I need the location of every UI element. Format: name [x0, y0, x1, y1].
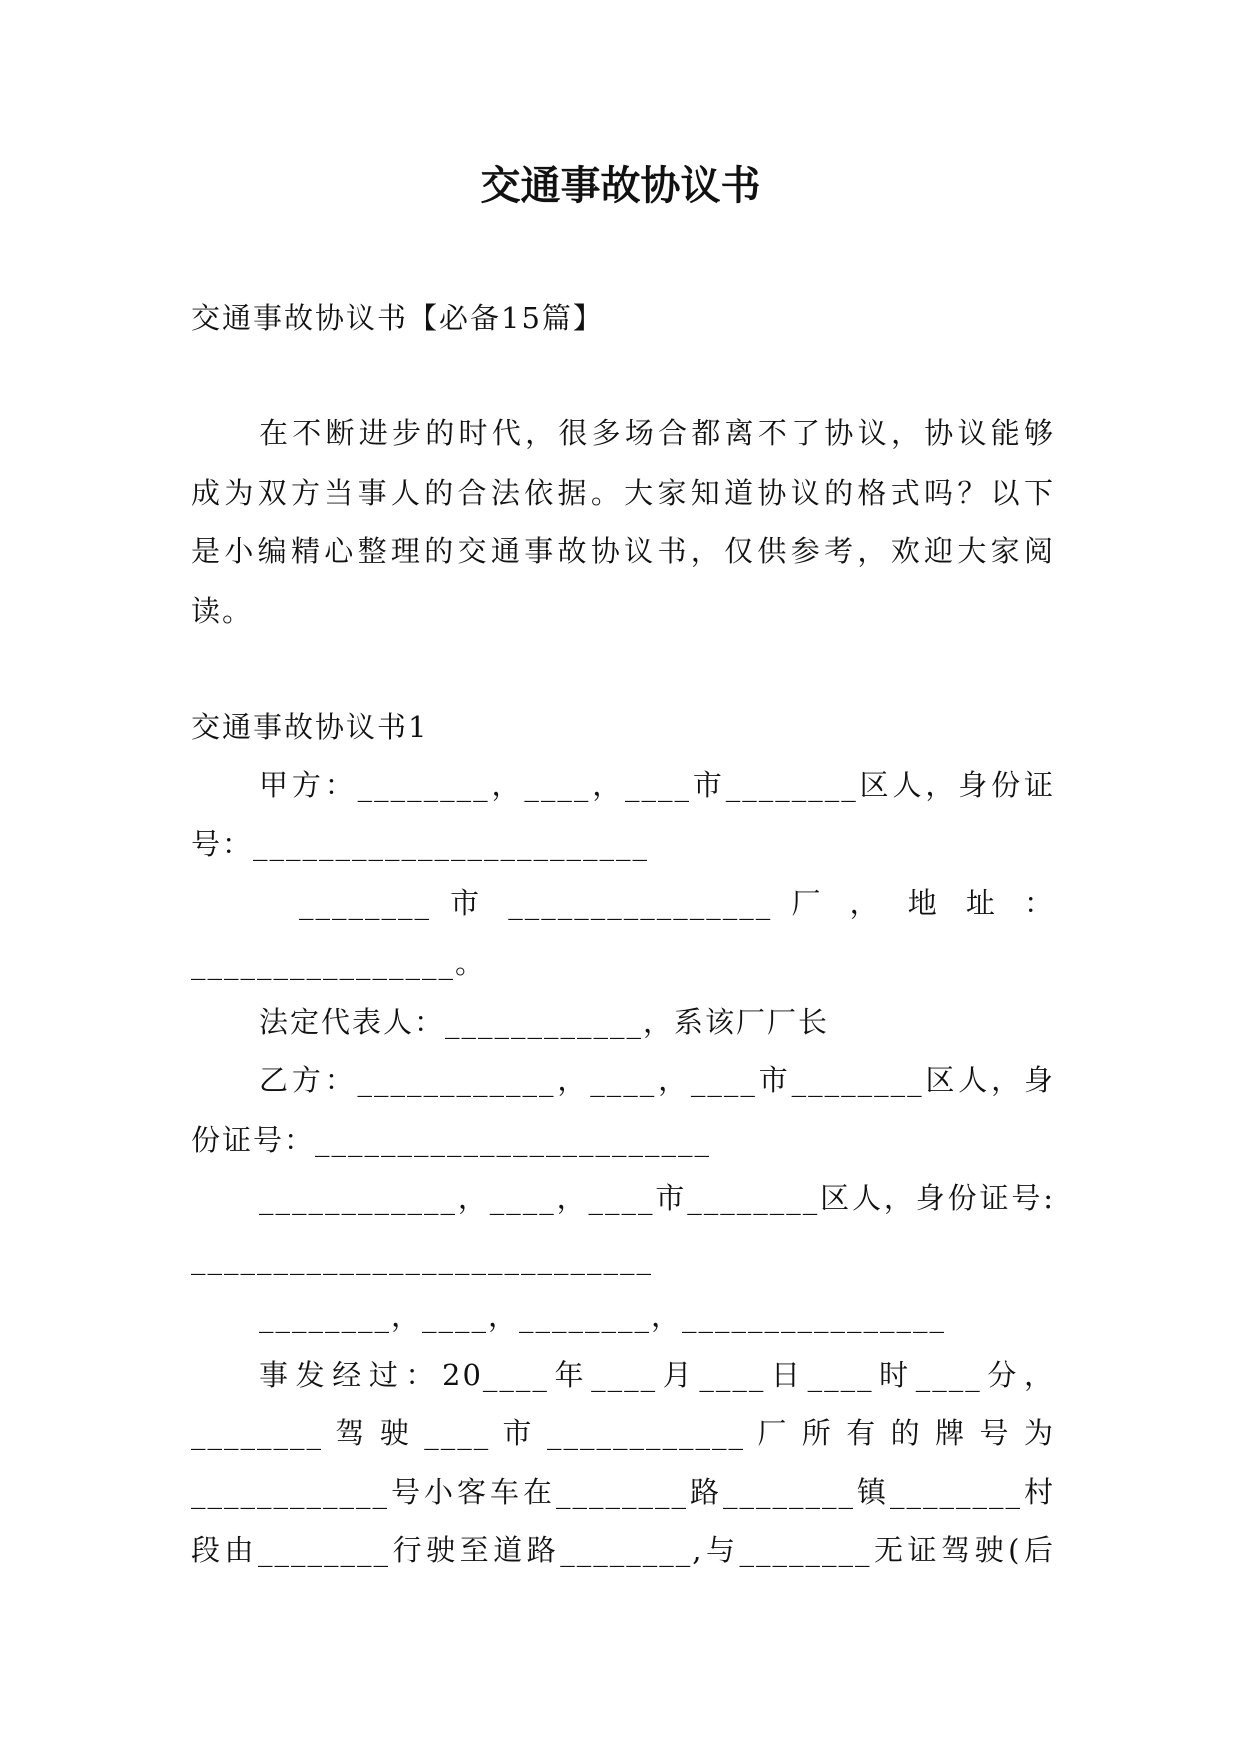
form-line: 号：________________________	[191, 827, 650, 861]
form-line: ________，____，________，________________	[259, 1299, 947, 1333]
form-line: 甲方：________，____，____市________区人，身份证	[259, 768, 1055, 802]
intro-line: 是小编精心整理的交通事故协议书，仅供参考，欢迎大家阅	[191, 534, 1055, 568]
form-line: ____________，____，____市________区人，身份证号:	[259, 1181, 1055, 1215]
document-subtitle: 交通事故协议书【必备15篇】	[191, 301, 604, 335]
section-heading: 交通事故协议书1	[191, 710, 429, 744]
form-line: 段由________行驶至道路________,与________无证驾驶(后	[191, 1533, 1055, 1567]
intro-line: 成为双方当事人的合法依据。大家知道协议的格式吗？以下	[191, 476, 1055, 510]
intro-line: 读。	[191, 594, 254, 628]
document-title: 交通事故协议书	[480, 162, 761, 209]
form-line: ____________________________	[191, 1241, 653, 1275]
intro-line: 在不断进步的时代，很多场合都离不了协议，协议能够	[259, 416, 1055, 450]
form-line: 法定代表人：____________，系该厂厂长	[259, 1005, 830, 1039]
form-line: 乙方：____________，____，____市________区人，身	[259, 1063, 1055, 1097]
form-line: ________ 驾 驶 ____ 市 ____________ 厂 所 有 的 牌 号 为	[191, 1416, 1055, 1450]
form-line: ____________号小客车在________路________镇________村	[191, 1475, 1055, 1509]
form-line: ________ 市 ________________ 厂 ， 地 址 ：	[299, 886, 1055, 920]
form-line: 份证号：________________________	[191, 1123, 712, 1157]
form-line: ________________。	[191, 946, 487, 980]
form-line: 事发经过：20____年____月____日____时____分，	[259, 1358, 1055, 1392]
